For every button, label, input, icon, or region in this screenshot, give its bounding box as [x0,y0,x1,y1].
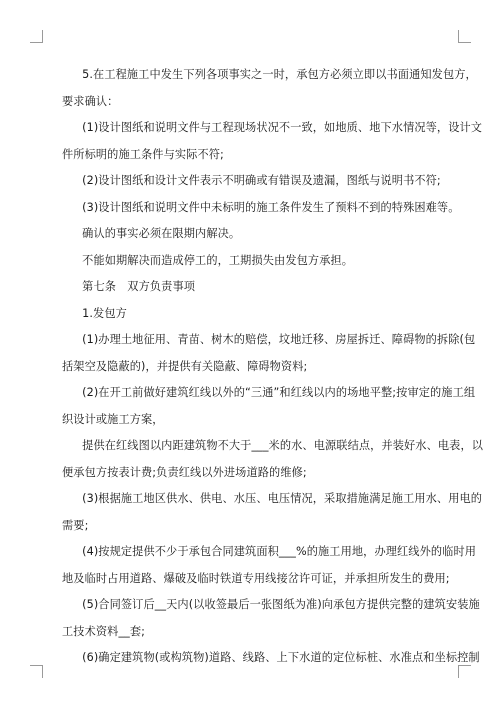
text-line: 不能如期解决而造成停工的，工期损失由发包方承担。 [82,253,354,267]
text-line: 提供在红线图以内距建筑物不大于___米的水、电源联结点，并装好水、电表，以 [82,439,484,452]
paragraph-employer-item-6 [62,645,480,672]
text-line: 织设计或施工方案， [62,412,164,426]
crop-mark-top-left [30,30,43,43]
section-1-heading [62,301,440,328]
paragraph-employer-item-2-cont [62,433,484,486]
document-body [62,62,484,672]
text-line: (2)设计图纸和设计文件表示不明确或有错误及遗漏，图纸与说明书不符; [82,174,441,187]
text-line: (1)办理土地征用、青苗、树木的赔偿，坟地迁移、房屋拆迁、障碍物的拆除(包 [82,333,476,346]
paragraph-employer-item-4 [62,539,477,592]
text-line: (5)合同签订后__天内(以收签最后一张图纸为准)向承包方提供完整的建筑安装施 [82,598,480,611]
text-line: 括架空及隐蔽的)，并提供有关隐蔽、障碍物资料; [62,359,308,373]
text-line: 工技术资料__套; [62,624,145,638]
paragraph-delay-liability [62,248,440,275]
text-line: (3)根据施工地区供水、供电、水压、电压情况，采取措施满足施工用水、用电的 [82,492,483,505]
text-line: 1.发包方 [82,306,127,320]
paragraph-clause-5-item-2 [62,168,440,195]
text-line: 要求确认： [62,94,119,108]
text-line: (4)按规定提供不少于承包合同建筑面积___%的施工用地，办理红线外的临时用 [82,545,477,558]
text-line: 便承包方按表计费;负责红线以外进场道路的维修; [62,465,307,479]
text-line: (6)确定建筑物(或构筑物)道路、线路、上下水道的定位标桩、水准点和坐标控制 [82,651,480,664]
paragraph-clause-5 [62,62,477,115]
paragraph-confirm-deadline [62,221,440,248]
text-line: 需要; [62,518,89,532]
paragraph-clause-5-item-1 [62,115,483,168]
crop-mark-top-right [458,30,471,43]
text-line: 确认的事实必须在限期内解决。 [82,227,241,240]
text-line: (3)设计图纸和说明文件中未标明的施工条件发生了预料不到的特殊困难等。 [82,200,460,214]
text-line: 地及临时占用道路、爆破及临时铁道专用线接岔许可证，并承担所发生的费用; [62,571,450,585]
crop-mark-bottom-left [30,665,43,678]
article-7-heading [62,274,440,301]
paragraph-employer-item-3 [62,486,483,539]
paragraph-employer-item-1 [62,327,476,380]
paragraph-employer-item-5 [62,592,480,645]
text-line: 件所标明的施工条件与实际不符; [62,147,224,161]
paragraph-clause-5-item-3 [62,195,460,222]
text-line: 第七条 双方负责事项 [82,280,196,293]
text-line: (2)在开工前做好建筑红线以外的“三通”和红线以内的场地平整;按审定的施工组 [82,386,476,399]
text-line: 5.在工程施工中发生下列各项事实之一时，承包方必须立即以书面通知发包方， [82,68,477,81]
text-line: (1)设计图纸和说明文件与工程现场状况不一致，如地质、地下水情况等，设计文 [82,121,483,134]
paragraph-employer-item-2 [62,380,476,433]
